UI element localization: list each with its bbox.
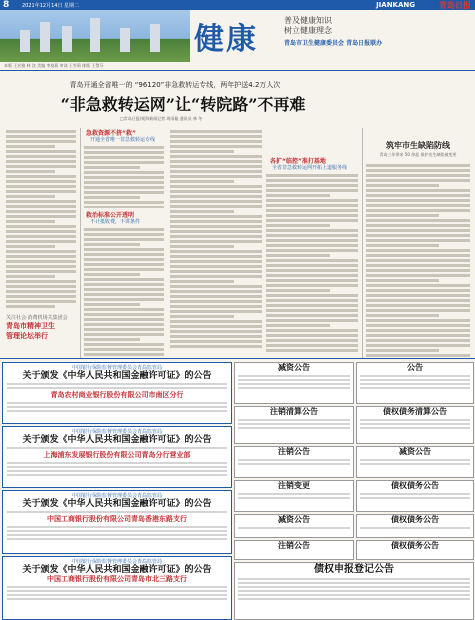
ad-issuer: 中国银行保险监督管理委员会青岛监管局 [71, 493, 162, 499]
notice-title: 债权债务公告 [391, 541, 439, 550]
side-headline: 筑牢市生缺陷防线 [386, 141, 450, 150]
notice-title: 减资公告 [278, 363, 310, 372]
notice-title: 注销公告 [278, 447, 310, 456]
notice-block [356, 514, 474, 538]
notice-block [234, 480, 354, 512]
side-article-body [366, 162, 470, 358]
notice-block [234, 446, 354, 478]
notice-title: 债权债务公告 [391, 515, 439, 524]
bank-license-ad-3 [2, 490, 232, 554]
notice-block [356, 540, 474, 560]
article-column-4 [266, 172, 358, 358]
article-column-1 [6, 128, 76, 308]
notice-title: 债权债务公告 [391, 481, 439, 490]
notice-block [356, 480, 474, 512]
notice-block [356, 406, 474, 444]
subhead-2-sub: 不计抵收费，不讲条件 [90, 219, 141, 225]
ad-title: 关于颁发《中华人民共和国金融许可证》的公告 [22, 371, 212, 381]
notice-title: 注销清算公告 [270, 407, 318, 416]
forum-promo [6, 314, 76, 344]
ad-issuer: 中国银行保险监督管理委员会青岛监管局 [71, 559, 162, 565]
editor-credits: 本版 王宏雅 林 沈 美编 李莫莉 审读 王雪莉 排版 王警芬 [4, 63, 104, 68]
ad-bank-name: 中国工商银行股份有限公司青岛香港东路支行 [47, 515, 187, 523]
column-divider [80, 128, 81, 358]
top-bar [0, 0, 475, 10]
subhead-1: 急救资源不挤“救” [86, 130, 136, 137]
section-brand: JIANKANG [376, 1, 415, 9]
ad-title: 关于颁发《中华人民共和国金融许可证》的公告 [22, 435, 212, 445]
ad-bank-name: 上海浦东发展银行股份有限公司青岛分行营业部 [43, 451, 191, 459]
lead-headline: “非急救转运网”让“转院路”不再难 [60, 95, 306, 114]
ad-bank-name: 中国工商银行股份有限公司青岛市北三路支行 [47, 575, 187, 583]
subhead-2: 救治标准公开透明 [86, 212, 135, 219]
notice-title: 债权申报登记公告 [314, 564, 394, 575]
masthead-city-photo [0, 10, 190, 62]
ad-issuer: 中国银行保险监督管理委员会青岛监管局 [71, 429, 162, 435]
side-byline: 青岛三年带来 50 余起 保护出生缺陷被变更 [379, 152, 457, 157]
lead-kicker: 青岛开通全省唯一的 “96120”非急救转运专线，两年护送4.2万人次 [69, 81, 281, 89]
article-column-2a [84, 144, 164, 208]
slogan-1: 普及健康知识 [284, 16, 332, 25]
notice-title: 减资公告 [278, 515, 310, 524]
ad-title: 关于颁发《中华人民共和国金融许可证》的公告 [22, 565, 212, 575]
notice-title: 债权债务清算公告 [383, 407, 447, 416]
masthead-rule [0, 70, 475, 71]
promo-line-2: 青岛市精神卫生 [6, 322, 55, 330]
ad-bank-name: 青岛农村商业银行股份有限公司市南区分行 [50, 391, 184, 399]
notice-title: 减资公告 [399, 447, 431, 456]
subhead-1-sub: 开通全省唯一非急救转运专线 [90, 137, 156, 143]
section-title: 健康 [194, 22, 258, 57]
notice-block [234, 514, 354, 538]
notice-title: 公告 [407, 363, 423, 372]
subhead-3-sub: 全省非急救转运网开拓上道服务线 [272, 165, 348, 171]
notice-title: 注销公告 [278, 541, 310, 550]
ads-top-rule [0, 358, 475, 359]
sponsor-line: 青岛市卫生健康委员会 青岛日报联办 [284, 40, 383, 47]
issue-date: 2021年12月14日 星期二 [22, 3, 80, 9]
notice-block [234, 362, 354, 404]
article-column-3 [170, 128, 262, 358]
side-divider [362, 128, 363, 358]
notice-block-large [234, 562, 474, 620]
lead-byline: □青岛日报/观海新闻记者 周雨璇 通讯员 林 冬 [120, 116, 203, 121]
bank-license-ad-1 [2, 362, 232, 424]
page-number: 8 [3, 0, 10, 10]
subhead-3: 各扩“临控”准打基地 [270, 158, 326, 165]
bank-license-ad-4 [2, 556, 232, 620]
notice-block [234, 406, 354, 444]
notice-block [234, 540, 354, 560]
promo-line-1: 关注社会·消费机场关集团会 [6, 315, 68, 321]
newspaper-logo: 青岛日报 [439, 0, 471, 10]
slogan-2: 树立健康理念 [284, 26, 332, 35]
ad-issuer: 中国银行保险监督管理委员会青岛监管局 [71, 365, 162, 371]
masthead-slogans [284, 16, 332, 36]
notice-block [356, 362, 474, 404]
ad-title: 关于颁发《中华人民共和国金融许可证》的公告 [22, 499, 212, 509]
bank-license-ad-2 [2, 426, 232, 488]
article-column-2b [84, 226, 164, 356]
notice-title: 注销变更 [278, 481, 310, 490]
notice-block [356, 446, 474, 478]
promo-line-3: 管理论坛举行 [6, 332, 48, 340]
